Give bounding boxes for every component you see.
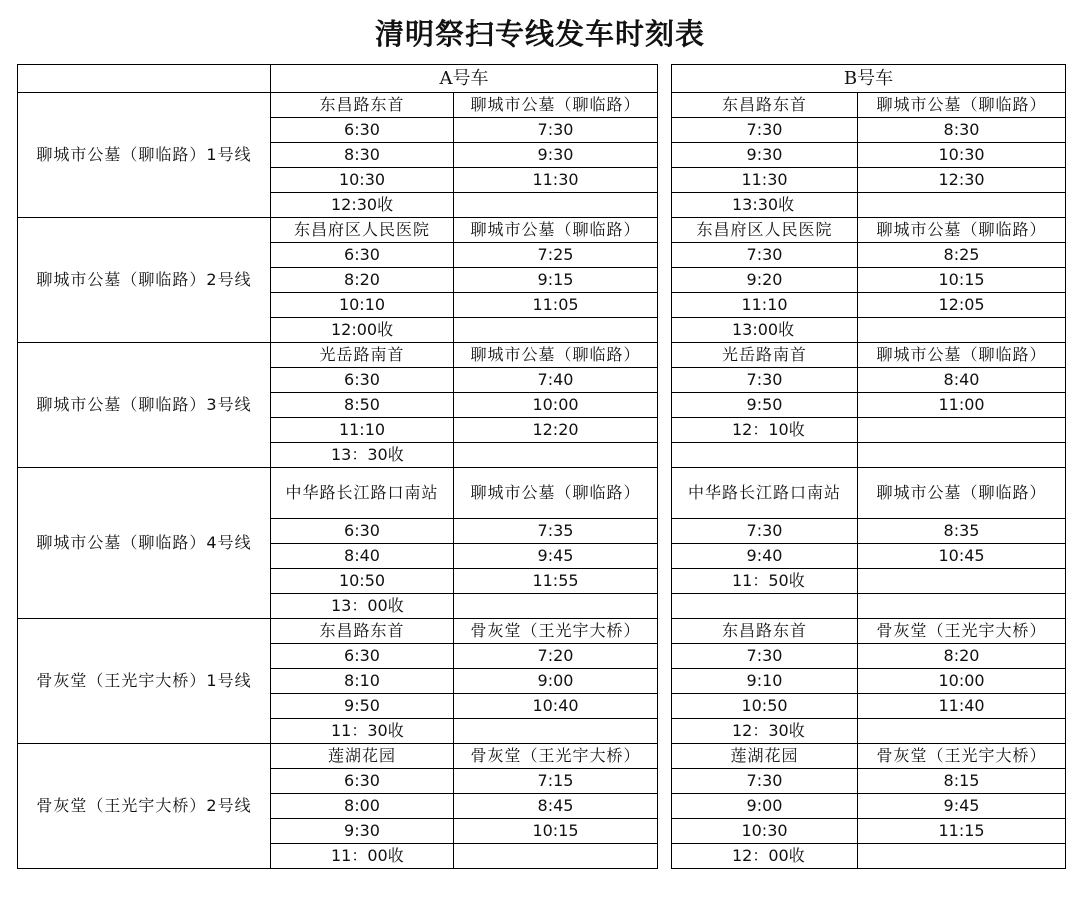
departure-time-cell: 7:30 xyxy=(672,769,858,794)
arrival-time-cell: 10:15 xyxy=(858,268,1066,293)
bus-b-header: B号车 xyxy=(672,65,1066,93)
departure-time-cell: 12:30收 xyxy=(271,193,454,218)
departure-station-cell: 光岳路南首 xyxy=(672,343,858,368)
departure-time-cell: 12:00收 xyxy=(271,318,454,343)
arrival-time-cell: 9:15 xyxy=(454,268,658,293)
arrival-time-cell: 7:25 xyxy=(454,243,658,268)
arrival-time-cell: 8:30 xyxy=(858,118,1066,143)
arrival-time-cell: 12:05 xyxy=(858,293,1066,318)
arrival-time-cell: 10:15 xyxy=(454,819,658,844)
column-gap xyxy=(658,393,672,418)
arrival-time-cell: 10:45 xyxy=(858,544,1066,569)
arrival-time-cell xyxy=(858,443,1066,468)
arrival-time-cell: 8:35 xyxy=(858,519,1066,544)
arrival-time-cell: 9:45 xyxy=(858,794,1066,819)
column-gap xyxy=(658,844,672,869)
departure-time-cell: 9:00 xyxy=(672,794,858,819)
route-station-row xyxy=(18,619,1066,644)
arrival-time-cell: 9:30 xyxy=(454,143,658,168)
departure-time-cell xyxy=(672,594,858,619)
departure-time-cell: 13：00收 xyxy=(271,594,454,619)
arrival-time-cell: 11:00 xyxy=(858,393,1066,418)
departure-time-cell: 7:30 xyxy=(672,644,858,669)
arrival-time-cell: 9:45 xyxy=(454,544,658,569)
arrival-time-cell: 7:35 xyxy=(454,519,658,544)
departure-time-cell: 9:10 xyxy=(672,669,858,694)
departure-time-cell: 9:50 xyxy=(271,694,454,719)
departure-time-cell: 10:10 xyxy=(271,293,454,318)
arrival-time-cell: 12:20 xyxy=(454,418,658,443)
column-gap xyxy=(658,118,672,143)
column-gap xyxy=(658,519,672,544)
arrival-time-cell: 7:30 xyxy=(454,118,658,143)
arrival-time-cell: 9:00 xyxy=(454,669,658,694)
departure-time-cell: 10:50 xyxy=(271,569,454,594)
arrival-station-cell: 聊城市公墓（聊临路） xyxy=(858,218,1066,243)
departure-time-cell: 8:20 xyxy=(271,268,454,293)
departure-time-cell: 6:30 xyxy=(271,243,454,268)
column-gap xyxy=(658,694,672,719)
departure-time-cell: 7:30 xyxy=(672,368,858,393)
arrival-time-cell: 11:05 xyxy=(454,293,658,318)
arrival-time-cell: 10:30 xyxy=(858,143,1066,168)
page-title: 清明祭扫专线发车时刻表 xyxy=(374,17,705,51)
departure-time-cell: 12：10收 xyxy=(672,418,858,443)
arrival-time-cell: 11:15 xyxy=(858,819,1066,844)
departure-time-cell: 12：30收 xyxy=(672,719,858,744)
arrival-time-cell xyxy=(858,318,1066,343)
departure-station-cell: 东昌府区人民医院 xyxy=(271,218,454,243)
departure-time-cell: 10:30 xyxy=(672,819,858,844)
column-gap xyxy=(658,819,672,844)
departure-time-cell: 10:30 xyxy=(271,168,454,193)
arrival-time-cell xyxy=(454,193,658,218)
column-gap xyxy=(658,794,672,819)
departure-time-cell: 6:30 xyxy=(271,769,454,794)
departure-time-cell: 8:10 xyxy=(271,669,454,694)
arrival-time-cell xyxy=(858,418,1066,443)
arrival-time-cell xyxy=(858,193,1066,218)
arrival-station-cell: 聊城市公墓（聊临路） xyxy=(454,468,658,519)
arrival-time-cell xyxy=(454,318,658,343)
arrival-time-cell: 12:30 xyxy=(858,168,1066,193)
route-station-row xyxy=(18,468,1066,519)
departure-station-cell: 东昌府区人民医院 xyxy=(672,218,858,243)
departure-station-cell: 中华路长江路口南站 xyxy=(271,468,454,519)
departure-station-cell: 中华路长江路口南站 xyxy=(672,468,858,519)
arrival-time-cell: 8:45 xyxy=(454,794,658,819)
departure-time-cell: 11:10 xyxy=(672,293,858,318)
route-name-cell: 聊城市公墓（聊临路）1号线 xyxy=(18,93,271,218)
column-gap xyxy=(658,769,672,794)
column-gap xyxy=(658,619,672,644)
header-corner-cell xyxy=(18,65,271,93)
route-station-row xyxy=(18,744,1066,769)
arrival-time-cell: 8:20 xyxy=(858,644,1066,669)
departure-time-cell: 11：00收 xyxy=(271,844,454,869)
arrival-time-cell xyxy=(454,594,658,619)
departure-time-cell: 6:30 xyxy=(271,118,454,143)
arrival-time-cell xyxy=(858,844,1066,869)
route-station-row xyxy=(18,343,1066,368)
arrival-time-cell: 8:25 xyxy=(858,243,1066,268)
departure-time-cell: 7:30 xyxy=(672,519,858,544)
departure-time-cell: 11：30收 xyxy=(271,719,454,744)
arrival-station-cell: 骨灰堂（王光宇大桥） xyxy=(858,744,1066,769)
arrival-station-cell: 聊城市公墓（聊临路） xyxy=(454,218,658,243)
arrival-station-cell: 聊城市公墓（聊临路） xyxy=(454,93,658,118)
column-gap xyxy=(658,418,672,443)
arrival-station-cell: 骨灰堂（王光宇大桥） xyxy=(454,619,658,644)
departure-time-cell: 11：50收 xyxy=(672,569,858,594)
column-gap xyxy=(658,343,672,368)
arrival-time-cell: 8:15 xyxy=(858,769,1066,794)
departure-time-cell: 6:30 xyxy=(271,644,454,669)
arrival-time-cell: 7:15 xyxy=(454,769,658,794)
arrival-time-cell xyxy=(858,594,1066,619)
column-gap xyxy=(658,268,672,293)
arrival-time-cell: 10:00 xyxy=(858,669,1066,694)
departure-station-cell: 东昌路东首 xyxy=(271,619,454,644)
column-gap xyxy=(658,318,672,343)
column-gap xyxy=(658,594,672,619)
column-gap xyxy=(658,544,672,569)
column-gap xyxy=(658,719,672,744)
arrival-time-cell xyxy=(454,719,658,744)
departure-station-cell: 莲湖花园 xyxy=(271,744,454,769)
departure-time-cell: 10:50 xyxy=(672,694,858,719)
departure-time-cell: 8:30 xyxy=(271,143,454,168)
route-name-cell: 聊城市公墓（聊临路）2号线 xyxy=(18,218,271,343)
arrival-station-cell: 骨灰堂（王光宇大桥） xyxy=(454,744,658,769)
column-gap xyxy=(658,644,672,669)
column-gap xyxy=(658,168,672,193)
departure-time-cell: 11:10 xyxy=(271,418,454,443)
arrival-station-cell: 骨灰堂（王光宇大桥） xyxy=(858,619,1066,644)
arrival-time-cell: 11:40 xyxy=(858,694,1066,719)
arrival-time-cell xyxy=(454,844,658,869)
departure-time-cell: 9:40 xyxy=(672,544,858,569)
departure-time-cell: 7:30 xyxy=(672,243,858,268)
column-gap xyxy=(658,65,672,93)
departure-time-cell xyxy=(672,443,858,468)
departure-time-cell: 11:30 xyxy=(672,168,858,193)
route-name-cell: 聊城市公墓（聊临路）3号线 xyxy=(18,343,271,468)
column-gap xyxy=(658,293,672,318)
column-gap xyxy=(658,368,672,393)
column-gap xyxy=(658,468,672,519)
departure-time-cell: 8:40 xyxy=(271,544,454,569)
arrival-time-cell: 7:40 xyxy=(454,368,658,393)
route-station-row xyxy=(18,93,1066,118)
departure-time-cell: 9:30 xyxy=(271,819,454,844)
arrival-time-cell: 10:00 xyxy=(454,393,658,418)
column-gap xyxy=(658,143,672,168)
column-gap xyxy=(658,218,672,243)
header-row xyxy=(18,65,1066,93)
arrival-time-cell: 7:20 xyxy=(454,644,658,669)
arrival-station-cell: 聊城市公墓（聊临路） xyxy=(858,468,1066,519)
route-name-cell: 骨灰堂（王光宇大桥）1号线 xyxy=(18,619,271,744)
bus-a-header: A号车 xyxy=(271,65,658,93)
arrival-station-cell: 聊城市公墓（聊临路） xyxy=(454,343,658,368)
departure-time-cell: 8:00 xyxy=(271,794,454,819)
arrival-station-cell: 聊城市公墓（聊临路） xyxy=(858,343,1066,368)
departure-station-cell: 东昌路东首 xyxy=(672,619,858,644)
arrival-time-cell: 10:40 xyxy=(454,694,658,719)
departure-time-cell: 13:00收 xyxy=(672,318,858,343)
departure-time-cell: 9:20 xyxy=(672,268,858,293)
arrival-time-cell: 11:30 xyxy=(454,168,658,193)
arrival-time-cell xyxy=(858,569,1066,594)
arrival-time-cell: 8:40 xyxy=(858,368,1066,393)
departure-time-cell: 13：30收 xyxy=(271,443,454,468)
arrival-time-cell xyxy=(858,719,1066,744)
column-gap xyxy=(658,243,672,268)
departure-station-cell: 莲湖花园 xyxy=(672,744,858,769)
arrival-time-cell: 11:55 xyxy=(454,569,658,594)
departure-time-cell: 9:50 xyxy=(672,393,858,418)
column-gap xyxy=(658,193,672,218)
departure-time-cell: 12：00收 xyxy=(672,844,858,869)
arrival-station-cell: 聊城市公墓（聊临路） xyxy=(858,93,1066,118)
column-gap xyxy=(658,569,672,594)
departure-station-cell: 东昌路东首 xyxy=(271,93,454,118)
route-name-cell: 骨灰堂（王光宇大桥）2号线 xyxy=(18,744,271,869)
arrival-time-cell xyxy=(454,443,658,468)
column-gap xyxy=(658,443,672,468)
departure-time-cell: 9:30 xyxy=(672,143,858,168)
route-station-row xyxy=(18,218,1066,243)
column-gap xyxy=(658,93,672,118)
timetable xyxy=(17,64,1066,869)
column-gap xyxy=(658,669,672,694)
departure-time-cell: 7:30 xyxy=(672,118,858,143)
column-gap xyxy=(658,744,672,769)
departure-time-cell: 6:30 xyxy=(271,519,454,544)
departure-time-cell: 13:30收 xyxy=(672,193,858,218)
route-name-cell: 聊城市公墓（聊临路）4号线 xyxy=(18,468,271,619)
departure-station-cell: 东昌路东首 xyxy=(672,93,858,118)
departure-station-cell: 光岳路南首 xyxy=(271,343,454,368)
departure-time-cell: 6:30 xyxy=(271,368,454,393)
departure-time-cell: 8:50 xyxy=(271,393,454,418)
